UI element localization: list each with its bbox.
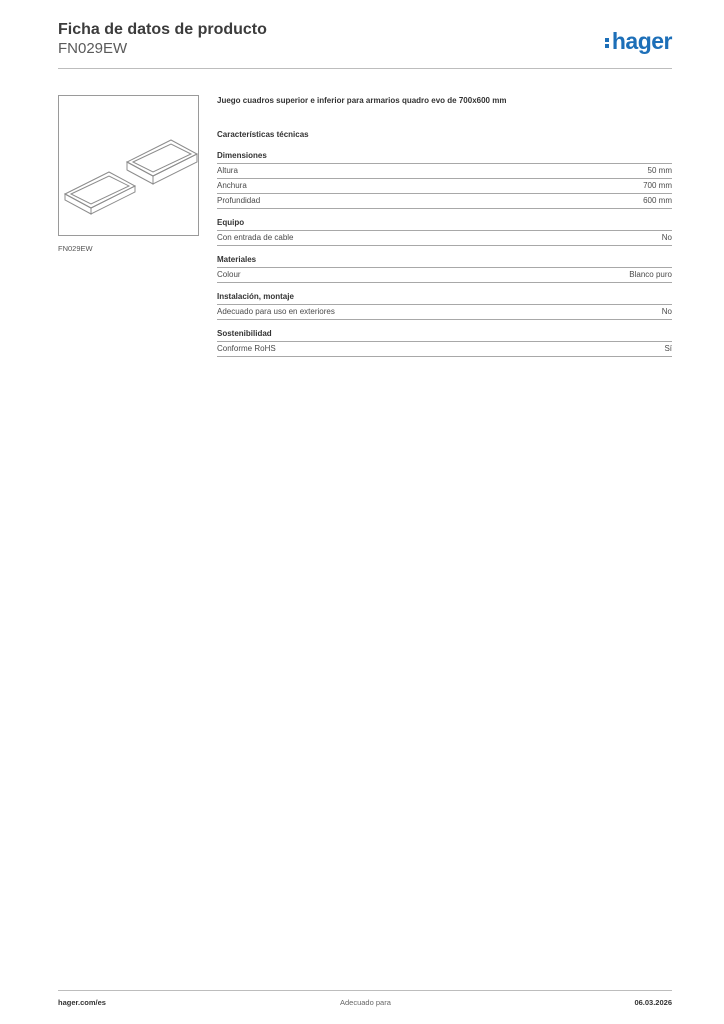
product-code: FN029EW <box>58 40 128 57</box>
spec-group-title: Sostenibilidad <box>217 329 672 342</box>
hager-logo[interactable] <box>605 28 672 55</box>
spec-label: Conforme RoHS <box>217 344 276 353</box>
product-frames-illustration <box>59 96 198 235</box>
spec-value: 50 mm <box>647 166 672 175</box>
spec-group-dimensiones <box>217 151 672 209</box>
product-description: Juego cuadros superior e inferior para armarios quadro evo de 700x600 mm <box>217 96 507 105</box>
spec-label: Profundidad <box>217 196 261 205</box>
footer-divider <box>58 990 672 991</box>
footer-website-link[interactable]: hager.com/es <box>58 998 106 1007</box>
spec-group-sostenibilidad <box>217 329 672 357</box>
spec-group-title: Instalación, montaje <box>217 292 672 305</box>
spec-value: No <box>661 307 672 316</box>
spec-group-equipo <box>217 218 672 246</box>
spec-value: No <box>661 233 672 242</box>
page-title: Ficha de datos de producto <box>58 21 267 38</box>
spec-label: Con entrada de cable <box>217 233 294 242</box>
spec-row <box>217 305 672 320</box>
spec-value: Blanco puro <box>629 270 672 279</box>
footer-center-text: Adecuado para <box>340 998 391 1007</box>
logo-dots-icon <box>605 35 610 49</box>
spec-row <box>217 194 672 209</box>
spec-label: Adecuado para uso en exteriores <box>217 307 335 316</box>
spec-value: Sí <box>664 344 672 353</box>
spec-row <box>217 342 672 357</box>
spec-group-title: Equipo <box>217 218 672 231</box>
spec-label: Anchura <box>217 181 247 190</box>
spec-value: 700 mm <box>643 181 672 190</box>
header-divider <box>58 68 672 69</box>
spec-row <box>217 179 672 194</box>
spec-row <box>217 164 672 179</box>
spec-group-title: Dimensiones <box>217 151 672 164</box>
logo-text: hager <box>611 28 672 54</box>
spec-group-materiales <box>217 255 672 283</box>
footer-date: 06.03.2026 <box>634 998 672 1007</box>
spec-group-instalacion <box>217 292 672 320</box>
section-heading: Características técnicas <box>217 130 309 139</box>
spec-label: Colour <box>217 270 241 279</box>
spec-row <box>217 231 672 246</box>
image-caption: FN029EW <box>58 244 93 253</box>
spec-group-title: Materiales <box>217 255 672 268</box>
product-specs <box>217 96 672 366</box>
product-image <box>58 95 199 236</box>
spec-label: Altura <box>217 166 238 175</box>
spec-row <box>217 268 672 283</box>
spec-value: 600 mm <box>643 196 672 205</box>
